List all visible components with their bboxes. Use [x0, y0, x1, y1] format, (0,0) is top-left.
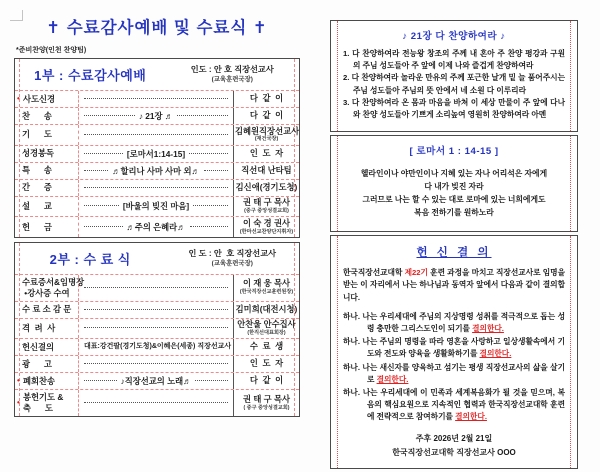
hymn-title: ♪ 21장 다 찬양하여라 ♪	[402, 31, 506, 42]
performer-role: (중구 중앙성결교회)	[244, 208, 289, 214]
hymn-box	[330, 20, 578, 132]
scripture-line: 그러므로 나는 할 수 있는 대로 로마에 있는 너희에게도	[362, 195, 546, 205]
pledge-item-text: 하나. 나는 우리세대에 이 민족과 세계복음화가 될 것을 믿으며, 복음의 핵심요원으로 지속적인 협력과 한국직장선교대학 훈련에 전략적으로 참여하기를	[343, 388, 565, 422]
dot-leader	[84, 286, 228, 288]
label-line1: 폐회찬송	[23, 375, 56, 386]
pledge-item	[343, 362, 565, 386]
pledge-signature: 한국직장선교대학 직장선교사 OOO	[392, 447, 516, 457]
performer-name: 이 숙 경 권사	[243, 217, 290, 228]
performer-role: (재건국장)	[254, 136, 279, 143]
program-item-label	[15, 125, 79, 145]
dot-leader	[84, 308, 228, 310]
program-item-label	[15, 197, 79, 217]
performer-role: (한직선대표회장)	[247, 330, 286, 336]
program-item-label	[15, 356, 79, 372]
program-row	[15, 124, 299, 145]
performer-role: (한국직장선교훈련원장)	[239, 289, 294, 296]
label-line1: 사도신경	[23, 93, 56, 104]
dot-leader	[84, 133, 228, 135]
program-performer	[233, 319, 299, 339]
label-line1: 수 료 소 감 문	[22, 304, 72, 315]
dot-leader	[84, 186, 228, 188]
part1-leader	[166, 65, 299, 83]
pledge-item-resolve: 결의한다.	[455, 412, 487, 422]
margin-guide-line	[337, 236, 338, 467]
dot-leader	[84, 379, 117, 381]
program-row	[15, 301, 299, 318]
dot-leader	[193, 204, 228, 206]
margin-guide-line	[337, 21, 338, 131]
pledge-title: 헌 신 결 의	[416, 247, 492, 260]
program-item-label	[15, 275, 85, 301]
part1-header	[15, 59, 299, 91]
program-row	[15, 318, 299, 339]
program-item-content	[79, 108, 233, 124]
label-line1: 설 교	[22, 201, 52, 212]
pledge-item	[343, 336, 565, 360]
dot-leader	[204, 169, 228, 171]
pledge-intro-text: 훈련 과정을 마치고 직장선교사로 임명을 받는 이 자리에서 나는 하나님과 동역자 앞에서 다음과 같이 결의합니다.	[343, 268, 565, 302]
program-row	[15, 145, 299, 162]
program-item-label	[15, 390, 79, 416]
performer-role: (한마선교찬양단지휘자)	[239, 229, 294, 235]
content-text: [바울의 빚진 마음]	[122, 201, 190, 212]
part2-leader	[166, 249, 299, 267]
dot-leader	[177, 114, 228, 116]
scripture-title: [ 로마서 1 : 14-15 ]	[409, 146, 499, 158]
pledge-item-resolve: 결의한다.	[376, 374, 409, 384]
label-line1: 간 증	[22, 182, 52, 193]
program-performer	[233, 91, 299, 107]
program-item-content	[79, 275, 233, 301]
label-line2: 축 도	[23, 402, 53, 413]
performer-name: 권 태 구 목사	[243, 197, 290, 208]
hymn-verse: 1. 다 찬양하여라 전능왕 창조의 주께 내 혼아 주 찬양 평강과 구원의 주님 성도들아 주 앞에 이제 나와 즐겁게 찬양하여라	[343, 49, 565, 71]
dot-leader	[84, 362, 228, 364]
label-line1: 헌신결의	[22, 341, 55, 352]
program-item-label	[15, 373, 79, 389]
program-performer	[233, 108, 299, 124]
program-performer	[233, 197, 299, 217]
program-row	[15, 389, 299, 416]
program-item-content	[79, 125, 233, 145]
program-row	[15, 162, 299, 179]
program-item-label	[15, 91, 79, 107]
performer-name: 다 같 이	[249, 110, 284, 121]
program-item-content	[79, 302, 233, 318]
program-item-content	[79, 356, 233, 372]
pledge-item	[343, 311, 565, 335]
item-bullet: •	[17, 375, 20, 385]
dot-leader	[84, 326, 228, 328]
pledge-item-resolve: 결의한다.	[472, 324, 504, 334]
pledge-item-text: 하나. 나는 주님의 명령을 따라 영혼을 사랑하고 일상생활속에서 기도와 전도와 양육을 생활화하기를	[343, 337, 565, 359]
program-performer	[233, 217, 299, 237]
program-performer	[233, 302, 299, 318]
pledge-item	[343, 387, 565, 424]
pledge-footer	[343, 432, 565, 460]
program-item-label	[15, 319, 79, 339]
dot-leader	[84, 97, 228, 99]
item-bullet: •	[17, 93, 20, 103]
label-line1: 헌 금	[22, 221, 52, 232]
scripture-line: 다 내가 빚진 자라	[424, 182, 484, 192]
label-line1: 수료증서&임명장	[22, 276, 85, 287]
performer-name: 김신애(경기도청)	[235, 181, 298, 192]
performer-name: 직선대 난타팀	[241, 164, 292, 175]
content-text: ♪직장선교의 노래♬	[120, 376, 192, 387]
pledge-items	[343, 311, 565, 424]
performer-name: 다 같 이	[249, 375, 284, 386]
program-item-content	[79, 217, 233, 237]
performer-name: 김미희(대전시청)	[235, 303, 298, 314]
content-text: [로마서1:14-15]	[126, 148, 186, 159]
label-line1: 특 송	[22, 165, 52, 176]
pledge-item-resolve: 결의한다.	[479, 349, 512, 359]
hymn-verse: 2. 다 찬양하여라 놀라운 만유의 주께 포근한 날개 밑 늘 품어주시는 주님 성도들아 주님의 뜻 안에서 네 소원 다 이루리라	[343, 73, 565, 95]
margin-guide-line	[337, 136, 338, 231]
program-performer	[233, 180, 299, 196]
dot-leader	[84, 152, 123, 154]
right-page	[330, 20, 578, 472]
dot-leader	[84, 401, 228, 403]
program-row	[15, 275, 299, 301]
program-item-label	[15, 146, 79, 162]
program-item-content	[79, 197, 233, 217]
left-page	[14, 0, 300, 417]
performer-name: 인 도 자	[249, 358, 284, 369]
margin-guide-line	[570, 236, 571, 467]
part1-program-table	[14, 58, 300, 238]
program-item-content	[79, 163, 233, 179]
performer-name: 권 태 구 목사	[243, 393, 290, 404]
program-item-content	[79, 319, 233, 339]
program-item-label	[15, 108, 79, 124]
label-line1: 격 려 사	[22, 322, 56, 333]
scripture-box	[330, 135, 578, 232]
program-performer	[233, 125, 299, 145]
program-row	[15, 338, 299, 355]
dot-leader	[84, 204, 119, 206]
program-row	[15, 372, 299, 389]
performer-name: 인 도 자	[249, 147, 284, 158]
program-performer	[233, 275, 299, 301]
performer-name: 안찬울 안수집사	[237, 319, 296, 330]
performer-name: 김혜원직장선교사	[235, 125, 300, 136]
part2-header	[15, 243, 299, 275]
dot-leader	[190, 225, 229, 227]
part2-rows	[15, 275, 299, 416]
dot-leader	[84, 169, 108, 171]
scripture-lines	[343, 167, 565, 219]
program-item-label	[15, 163, 79, 179]
content-text: ♪ 21장 ♬	[138, 111, 174, 121]
pledge-item-text: 하나. 나는 새신자를 양육하고 섬기는 평생 직장선교사의 삶을 살기로	[343, 362, 565, 384]
scripture-line: 복음 전하기를 원하노라	[414, 208, 494, 218]
program-item-content	[79, 373, 233, 389]
document-title: ✝ 수료감사예배 및 수료식 ✝	[46, 19, 268, 37]
pledge-term-number: 제22기	[404, 268, 428, 278]
content-text: ♬할리나 사마 사마 외♬	[112, 165, 200, 176]
program-performer	[233, 339, 299, 355]
leader-role: (교육훈련국장)	[211, 75, 253, 83]
label-line1: 성경봉독	[22, 148, 55, 159]
label-line1: 광 고	[22, 358, 52, 369]
pledge-intro	[343, 267, 565, 304]
label-line1: 찬 송	[22, 110, 52, 121]
performer-role: ( 중구 중앙성결교회)	[243, 404, 290, 411]
program-row	[15, 196, 299, 217]
pledge-box	[330, 235, 578, 468]
margin-guide-line	[570, 136, 571, 231]
program-item-content	[79, 91, 233, 107]
content-text: ♬주의 은혜라♬	[126, 222, 186, 233]
program-performer	[233, 356, 299, 372]
program-performer	[233, 163, 299, 179]
item-bullet: •	[17, 397, 20, 407]
program-performer	[233, 390, 299, 416]
leader-name: 인 도 : 안 호 직장선교사	[188, 249, 277, 259]
program-row	[15, 179, 299, 196]
program-performer	[233, 146, 299, 162]
part1-rows	[15, 91, 299, 237]
part2-program-table	[14, 242, 300, 417]
performer-name: 이 재 웅 목사	[243, 278, 290, 289]
performer-name: 다 같 이	[249, 93, 284, 104]
program-item-label	[15, 339, 79, 355]
performer-name: 수 료 생	[249, 341, 284, 352]
program-row	[15, 91, 299, 107]
program-row	[15, 216, 299, 237]
program-row	[15, 107, 299, 124]
dot-leader	[195, 379, 228, 381]
pledge-item-text: 하나. 나는 우리세대에 주님의 지상명령 성취를 적극적으로 돕는 성령 충만한 그리스도인이 되기를	[343, 311, 565, 334]
margin-guide-line	[570, 21, 571, 131]
preparation-note: *준비찬양(인천 찬양팀)	[16, 47, 87, 54]
label-line1: 기 도	[22, 129, 52, 140]
program-item-content	[79, 146, 233, 162]
program-item-label	[15, 180, 79, 196]
program-item-content	[79, 390, 233, 416]
part1-title: 1부 : 수료감사예배	[34, 68, 147, 83]
program-row	[15, 355, 299, 372]
program-item-content	[79, 180, 233, 196]
pledge-date: 주후 2026년 2월 21일	[415, 433, 493, 443]
hymn-verse: 3. 다 찬양하여라 온 몸과 마음을 바쳐 이 세상 만물이 주 앞에 다나와 찬양 성도들아 기쁘게 소리높여 영원히 찬양하여라 아멘	[343, 97, 565, 120]
dot-leader	[189, 152, 228, 154]
label-line1: 봉헌기도 &	[23, 392, 64, 403]
program-performer	[233, 373, 299, 389]
content-text: 대표:강건팔(경기도청)&이혜은(세종) 직장선교사	[84, 342, 232, 350]
dot-leader	[84, 114, 135, 116]
leader-role: (교육훈련국장)	[211, 259, 253, 267]
dot-leader	[84, 225, 123, 227]
program-item-label	[15, 302, 79, 318]
scripture-line: 헬라인이나 야만인이나 지혜 있는 자나 어리석은 자에게	[360, 169, 548, 179]
program-item-label	[15, 217, 79, 237]
part2-title: 2부 : 수 료 식	[49, 251, 131, 267]
pledge-intro-text: 한국직장선교대학	[343, 268, 405, 278]
hymn-verses	[343, 48, 565, 121]
leader-name: 인도 : 안 호 직장선교사	[190, 65, 274, 75]
program-item-content	[79, 339, 233, 355]
label-line2: •강사증 수여	[22, 287, 70, 298]
